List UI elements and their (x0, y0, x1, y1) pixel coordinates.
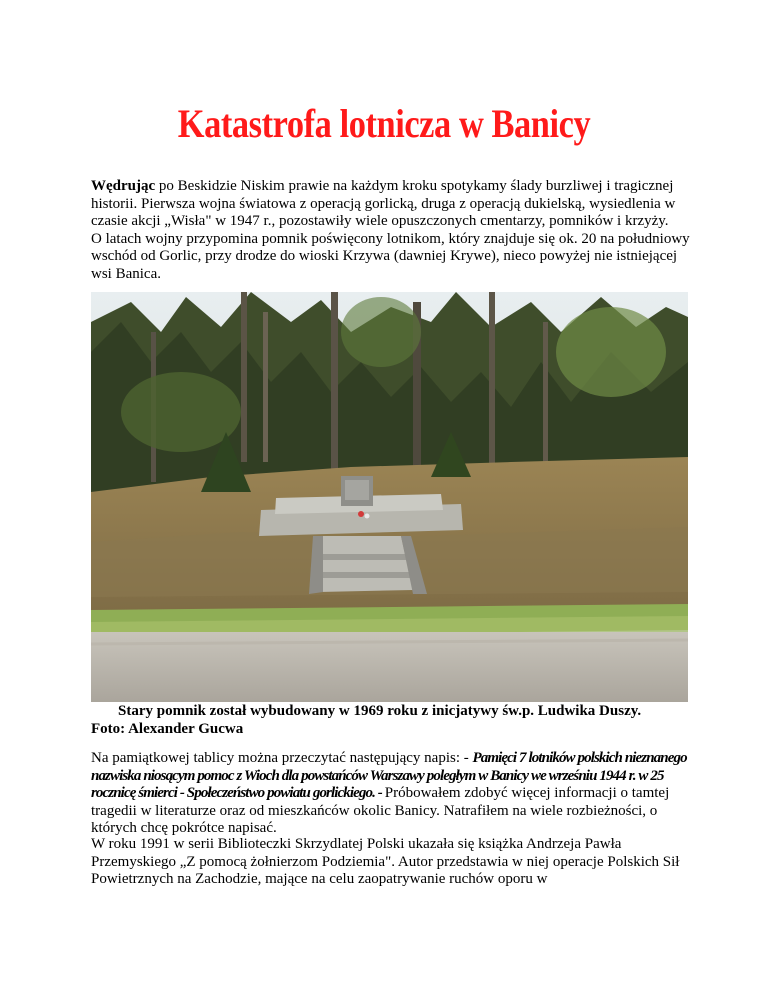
monument-photo (91, 292, 688, 702)
book-paragraph: W roku 1991 w serii Biblioteczki Skrzydlatej Polski ukazała się książka Andrzeja Pawła Przemyskiego „Z pomocą żołnierzom Podziemia". Autor przedstawia w niej operacje Polskich Sił Powietrznych na Zachodzie, mające na celu zaopatrywanie ruchów oporu w (91, 836, 680, 888)
intro-text-2: O latach wojny przypomina pomnik poświęcony lotnikom, który znajduje się ok. 20 na południowy wschód od Gorlic, przy drodze do wioski Krzywa (dawniej Krywe), nieco powyżej nie istniejącej wsi Banica. (91, 230, 690, 282)
para2-intro: Na pamiątkowej tablicy można przeczytać następujący napis: - (91, 750, 473, 766)
page-title: Katastrofa lotnicza w Banicy (177, 101, 591, 146)
caption-line-1: Stary pomnik został wybudowany w 1969 roku z inicjatywy św.p. Ludwika Duszy. (118, 703, 642, 719)
inscription-paragraph (91, 750, 691, 838)
intro-paragraph (91, 178, 691, 284)
para2-rest: Próbowałem zdobyć więcej informacji o tamtej tragedii w literaturze oraz od mieszkańców okolic Banicy. Natrafiłem na wiele rozbieżności, o których chcę pokrótce napisać. (91, 785, 670, 837)
intro-text: po Beskidzie Niskim prawie na każdym kroku spotykamy ślady burzliwej i tragicznej historii. Pierwsza wojna światowa z operacją gorlicką, druga z operacją dukielską, wysiedlenia w czasie akcji „Wisła" w 1947 r., pozostawiły wiele opuszczonych cmentarzy, pomników i krzyży. (91, 178, 676, 230)
intro-lead-word: Wędrując (91, 178, 156, 194)
photo-caption (91, 703, 688, 738)
caption-line-2: Foto: Alexander Gucwa (91, 720, 244, 737)
inscription-text: Pamięci 7 lotników polskich nieznanego nazwiska niosącym pomoc z Wioch dla powstańców Warszawy poległym w Banicy we wrześniu 1944 r. w 25 rocznicę śmierci - Społeczeństwo powiatu gorlickiego. - (91, 750, 687, 802)
